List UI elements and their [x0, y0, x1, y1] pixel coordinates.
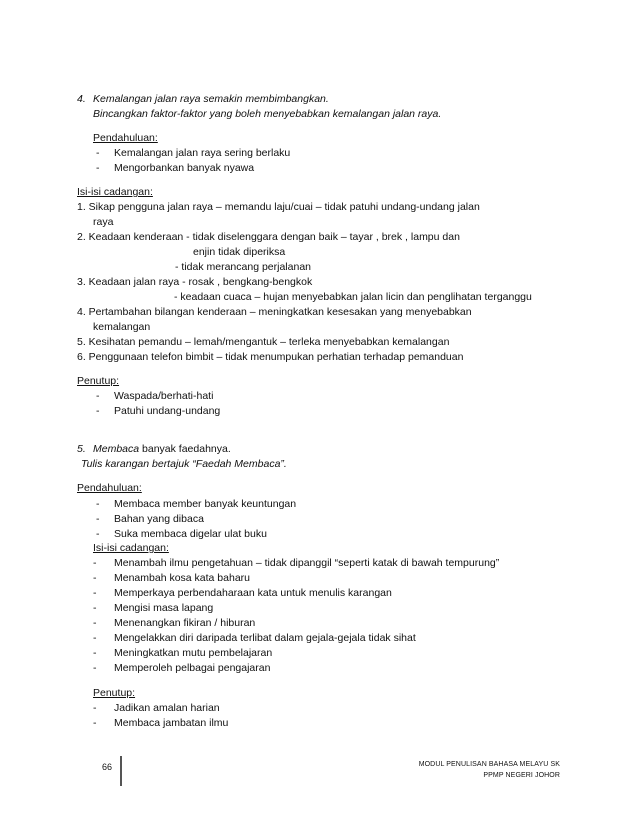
q5-body-bullet: - [93, 662, 97, 674]
q4-intro-heading: Pendahuluan: [93, 132, 158, 144]
q5-body-bullet: - [93, 572, 97, 584]
q5-intro-item: Membaca member banyak keuntungan [114, 498, 297, 510]
q4-point-5: 5. Kesihatan pemandu – lemah/mengantuk – terleka menyebabkan kemalangan [77, 336, 450, 348]
q5-title-italic: Membaca [93, 443, 140, 455]
q5-body-bullet: - [93, 557, 97, 569]
page-number: 66 [102, 762, 113, 772]
q5-close-item: Membaca jambatan ilmu [114, 717, 229, 729]
q5-intro-bullet: - [96, 528, 100, 540]
q5-title-rest: banyak faedahnya. [139, 443, 231, 455]
q4-point-2: 2. Keadaan kenderaan - tidak diselenggara dengan baik – tayar , brek , lampu dan [77, 231, 460, 243]
footer-caption [419, 759, 560, 781]
q5-number: 5. [77, 443, 86, 455]
q4-close-bullet: - [96, 390, 100, 402]
q5-body-item: Mengisi masa lapang [114, 602, 214, 614]
q4-point-3-sub: - keadaan cuaca – hujan menyebabkan jalan licin dan penglihatan terganggu [174, 291, 532, 303]
q5-intro-item: Bahan yang dibaca [114, 513, 204, 525]
q4-title: Kemalangan jalan raya semakin membimbangkan. [93, 93, 329, 105]
q4-point-1: 1. Sikap pengguna jalan raya – memandu laju/cuai – tidak patuhi undang-undang jalan [77, 201, 480, 213]
q4-intro-item: Mengorbankan banyak nyawa [114, 162, 255, 174]
q4-close-heading: Penutup: [77, 375, 120, 387]
q5-body-item: Menambah kosa kata baharu [114, 572, 251, 584]
q4-point-2-sub: - tidak merancang perjalanan [175, 261, 311, 273]
q5-body-heading: Isi-isi cadangan: [93, 542, 169, 554]
q4-point-3: 3. Keadaan jalan raya - rosak , bengkang-bengkok [77, 276, 313, 288]
q5-close-item: Jadikan amalan harian [114, 702, 220, 714]
q5-body-bullet: - [93, 632, 97, 644]
q4-close-item: Patuhi undang-undang [114, 405, 221, 417]
q5-body-item: Memperoleh pelbagai pengajaran [114, 662, 271, 674]
q5-body-bullet: - [93, 617, 97, 629]
q4-body-heading: Isi-isi cadangan: [77, 186, 153, 198]
q5-task: Tulis karangan bertajuk “Faedah Membaca”. [81, 458, 287, 470]
q5-body-bullet: - [93, 602, 97, 614]
q4-intro-item: Kemalangan jalan raya sering berlaku [114, 147, 291, 159]
q5-body-item: Menambah ilmu pengetahuan – tidak dipanggil “seperti katak di bawah tempurung” [114, 557, 500, 569]
q4-close-bullet: - [96, 405, 100, 417]
q4-point-4-cont: kemalangan [93, 321, 151, 333]
footer-line-1: MODUL PENULISAN BAHASA MELAYU SK [418, 761, 560, 768]
q4-task: Bincangkan faktor-faktor yang boleh menyebabkan kemalangan jalan raya. [93, 108, 442, 120]
q5-body-item: Mengelakkan diri daripada terlibat dalam gejala-gejala tidak sihat [114, 632, 416, 644]
q4-close-item: Waspada/berhati-hati [114, 390, 214, 402]
q5-title [93, 442, 231, 457]
q5-intro-item: Suka membaca digelar ulat buku [114, 528, 267, 540]
footer-divider [74, 756, 122, 786]
q5-intro-heading: Pendahuluan: [77, 482, 142, 494]
q4-intro-bullet: - [96, 162, 100, 174]
q4-point-2-cont: enjin tidak diperiksa [193, 246, 286, 258]
q5-body-bullet: - [93, 587, 97, 599]
q5-intro-bullet: - [96, 513, 100, 525]
footer-line-2: PPMP NEGERI JOHOR [483, 772, 560, 779]
q5-body-bullet: - [93, 647, 97, 659]
q5-body-item: Memperkaya perbendaharaan kata untuk menulis karangan [114, 587, 392, 599]
q4-intro-bullet: - [96, 147, 100, 159]
q5-body-item: Menenangkan fikiran / hiburan [114, 617, 256, 629]
q4-number: 4. [77, 93, 86, 105]
q5-close-heading: Penutup: [93, 687, 136, 699]
q4-point-1-cont: raya [93, 216, 114, 228]
q4-point-6: 6. Penggunaan telefon bimbit – tidak menumpukan perhatian terhadap pemanduan [77, 351, 464, 363]
q5-close-bullet: - [93, 702, 97, 714]
q5-intro-bullet: - [96, 498, 100, 510]
q4-point-4: 4. Pertambahan bilangan kenderaan – meningkatkan kesesakan yang menyebabkan [77, 306, 472, 318]
q5-close-bullet: - [93, 717, 97, 729]
q5-body-item: Meningkatkan mutu pembelajaran [114, 647, 273, 659]
